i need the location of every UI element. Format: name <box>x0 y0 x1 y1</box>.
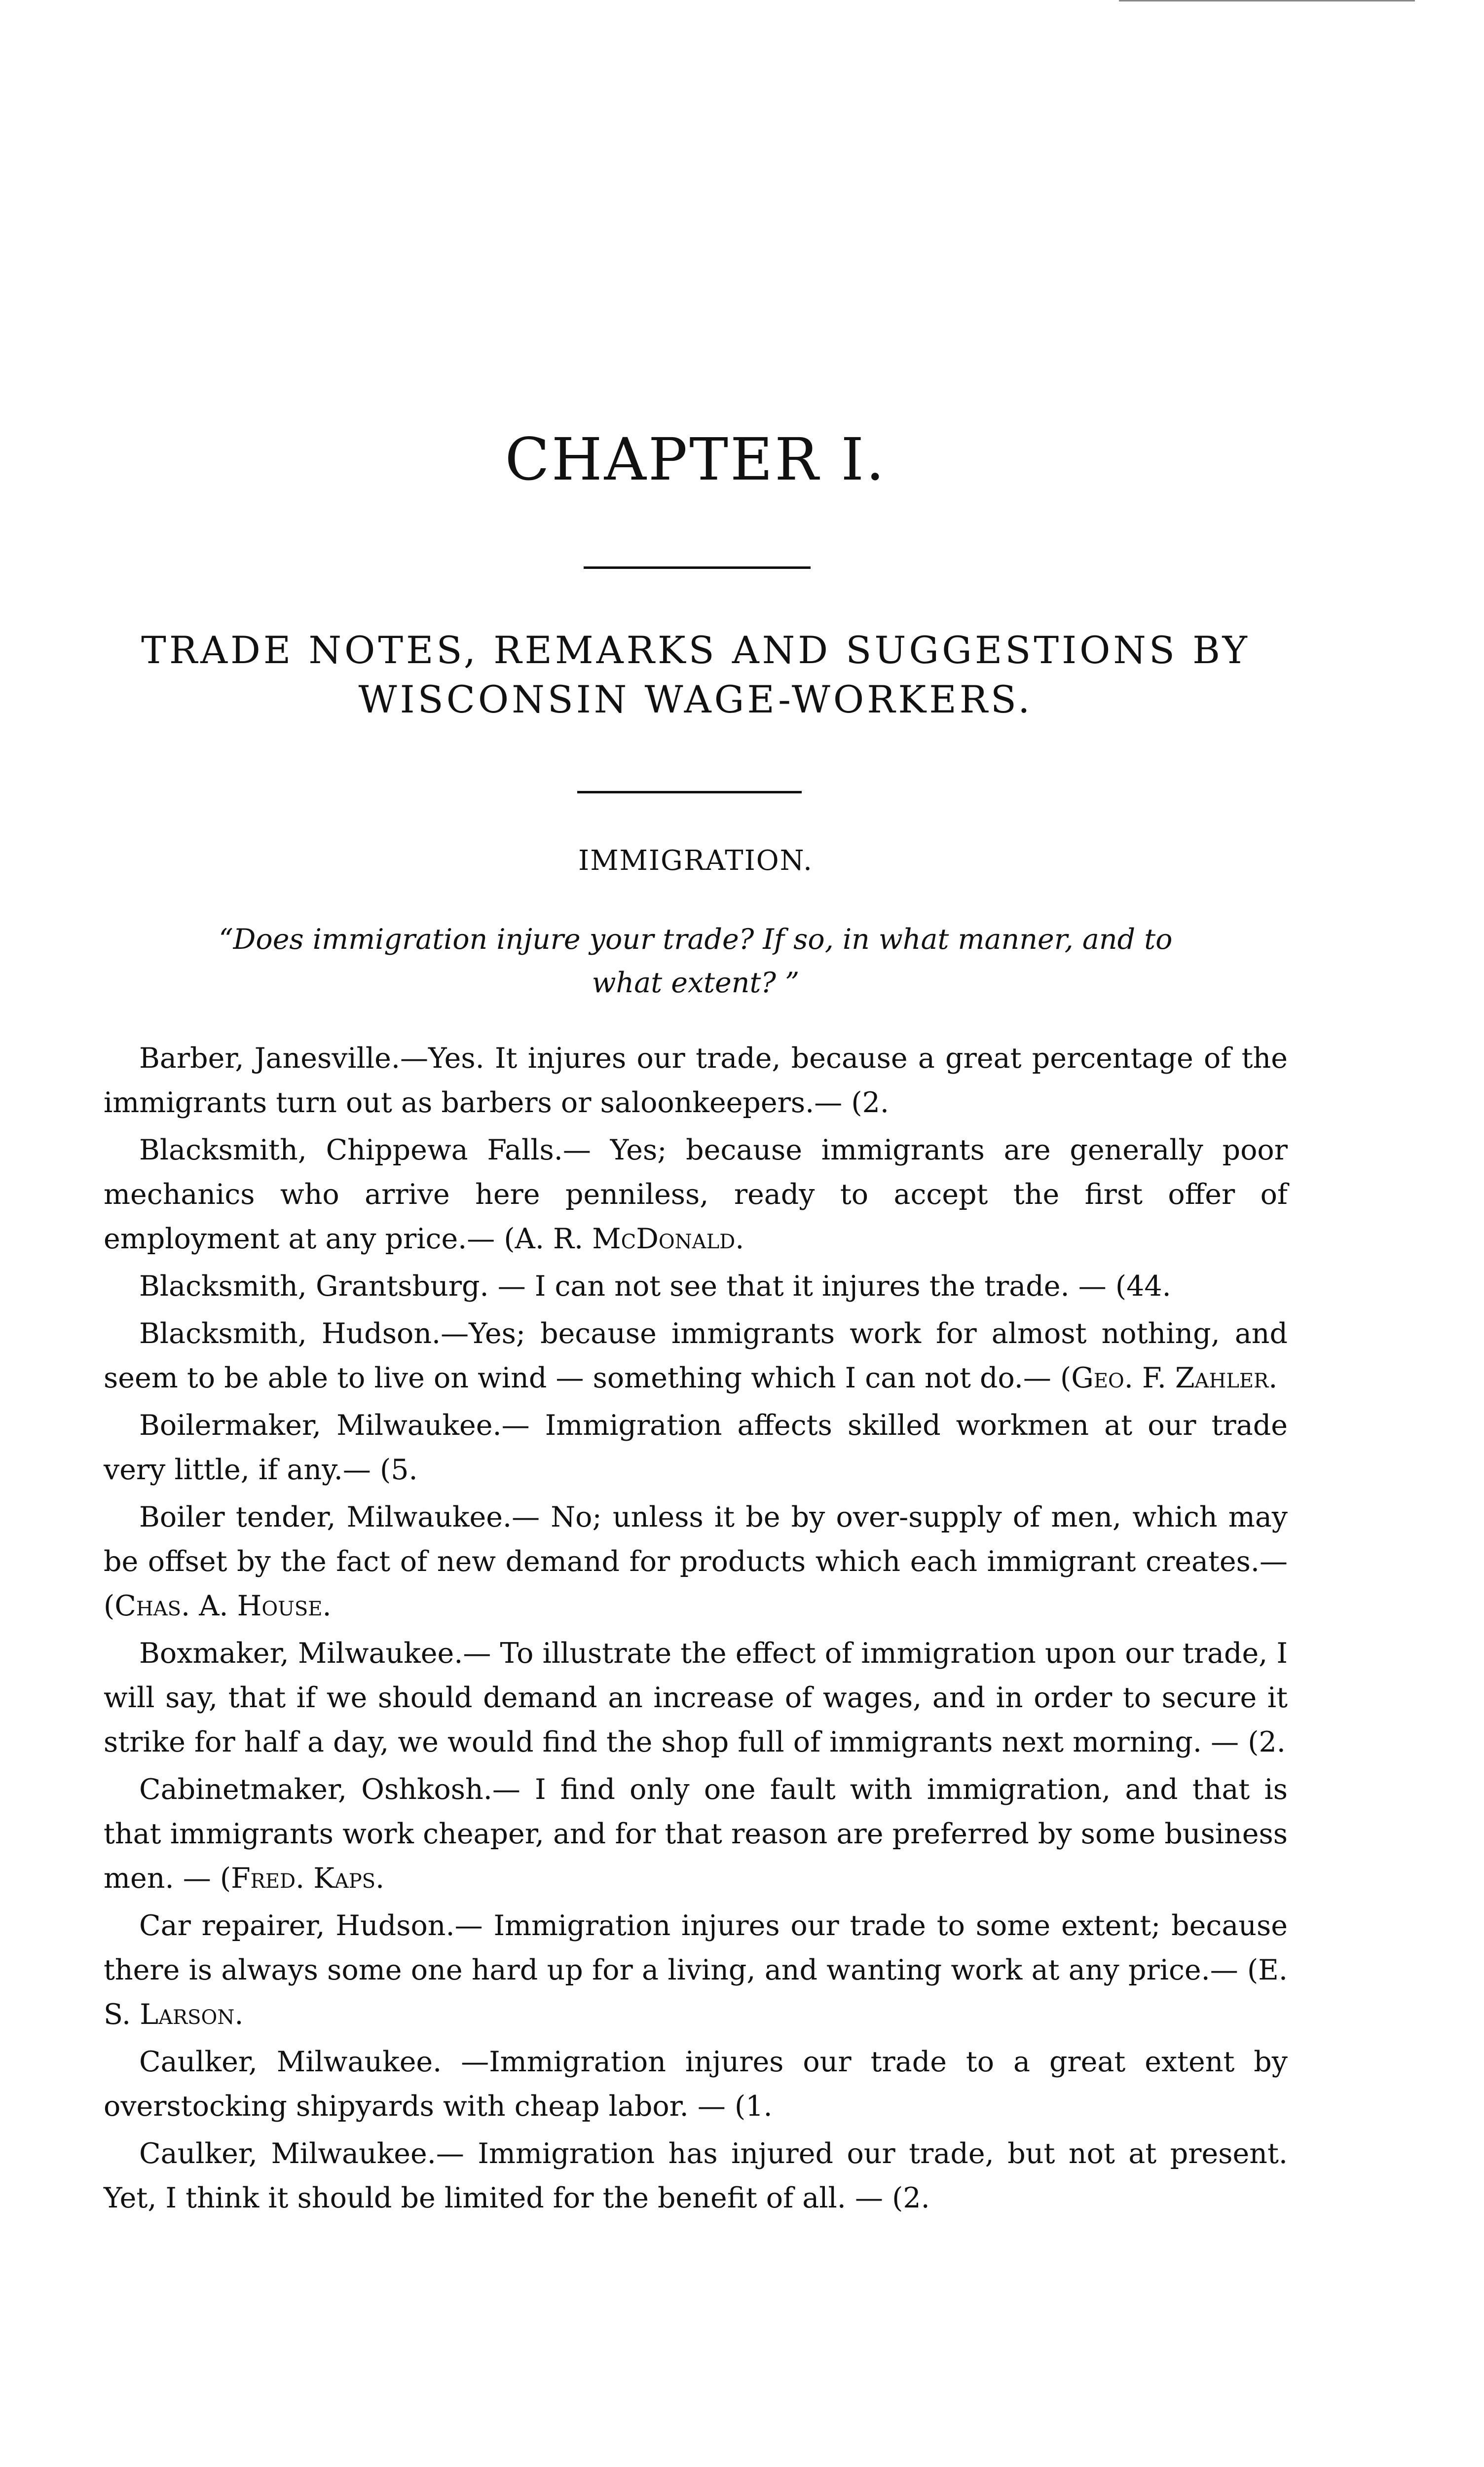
entry-text: Car repairer, Hudson.— Immigration injures our trade to some extent; because there is always some one hard up for a living, and wanting work at any price.— (E. S. <box>104 1909 1288 2031</box>
entry <box>104 1495 1288 1628</box>
entry <box>104 1311 1288 1400</box>
entry-text: Boxmaker, Milwaukee.— To illustrate the effect of immigration upon our trade, I will say, that if we should demand an increase of wages, and in order to secure it strike for half a day, we would find the shop full of immigrants next morning. — (2. <box>104 1637 1288 1758</box>
entry <box>104 1403 1288 1492</box>
section-title-line2: WISCONSIN WAGE-WORKERS. <box>358 677 1033 721</box>
entry-text: Cabinetmaker, Oshkosh.— I find only one fault with immigration, and that is that immigrants work cheaper, and for that reason are preferred by some business men. — ( <box>104 1773 1288 1895</box>
chapter-title: CHAPTER I. <box>505 425 887 493</box>
entry-text: Blacksmith, Grantsburg. — I can not see that it injures the trade. — (44. <box>139 1270 1171 1303</box>
question-line1: “Does immigration injure your trade? If so, in what manner, and to <box>219 923 1173 956</box>
entry <box>104 1767 1288 1901</box>
entry <box>104 1904 1288 2037</box>
entry-text: Boiler tender, Milwaukee.— No; unless it be by over-supply of men, which may be offset by the fact of new demand for products which each immigrant creates.— ( <box>104 1501 1288 1622</box>
section-title-line1: TRADE NOTES, REMARKS AND SUGGESTIONS BY <box>141 628 1250 672</box>
entry-signer: Fred. Kaps. <box>231 1862 385 1895</box>
entries-list <box>104 1036 1288 2223</box>
entry-text: Caulker, Milwaukee. —Immigration injures our trade to a great extent by overstocking shipyards with cheap labor. — (1. <box>104 2046 1288 2123</box>
entry-text: Boilermaker, Milwaukee.— Immigration affects skilled workmen at our trade very little, if any.— (5. <box>104 1409 1288 1486</box>
survey-question <box>104 918 1288 1005</box>
entry <box>104 1128 1288 1261</box>
entry <box>104 2040 1288 2129</box>
divider-rule <box>584 566 811 569</box>
entry-text: Blacksmith, Hudson.—Yes; because immigrants work for almost nothing, and seem to be able to live on wind — something which I can not do.— ( <box>104 1317 1288 1394</box>
entry <box>104 1631 1288 1764</box>
entry-text: Barber, Janesville.—Yes. It injures our trade, because a great percentage of the immigrants turn out as barbers or saloonkeepers.— (2. <box>104 1042 1288 1119</box>
entry-signer: Geo. F. Zahler. <box>1071 1362 1278 1394</box>
entry-text: Caulker, Milwaukee.— Immigration has injured our trade, but not at present. Yet, I think it should be limited for the benefit of all. — (2. <box>104 2137 1288 2214</box>
entry <box>104 1036 1288 1125</box>
entry <box>104 2131 1288 2220</box>
section-title <box>104 626 1288 724</box>
entry-signer: Larson. <box>140 1998 244 2031</box>
page <box>104 0 1288 2467</box>
question-line2: what extent? ” <box>592 967 800 999</box>
divider-rule <box>577 791 802 793</box>
entry <box>104 1264 1288 1308</box>
entry-signer: McDonald. <box>592 1223 744 1255</box>
section-subhead: IMMIGRATION. <box>578 845 813 877</box>
entry-signer: Chas. A. House. <box>114 1590 332 1622</box>
entry-text: Blacksmith, Chippewa Falls.— Yes; because immigrants are generally poor mechanics who arrive here penniless, ready to accept the first offer of employment at any price.— (A. R. <box>104 1134 1288 1255</box>
